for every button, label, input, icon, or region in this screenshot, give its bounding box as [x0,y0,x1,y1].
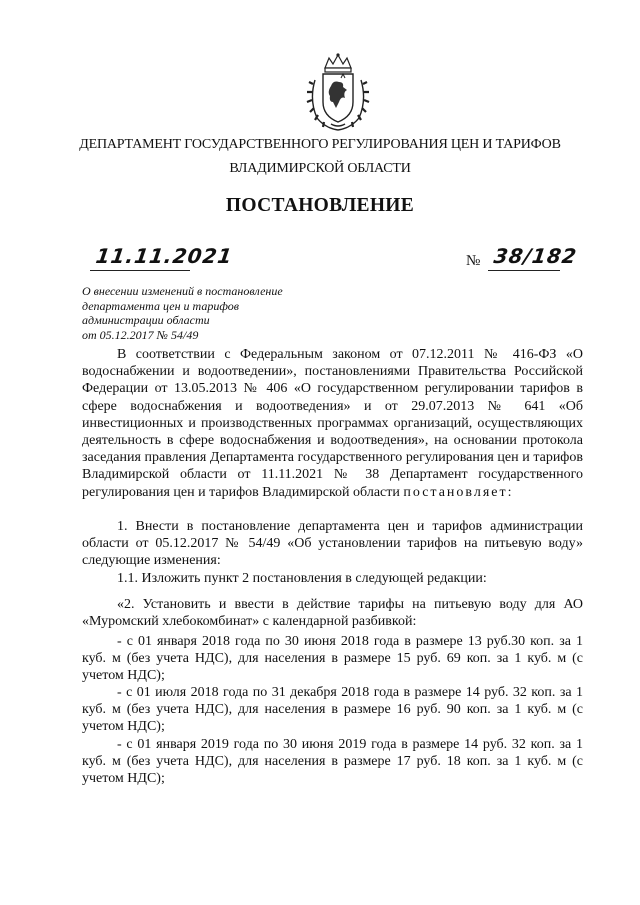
department-name-line1: ДЕПАРТАМЕНТ ГОСУДАРСТВЕННОГО РЕГУЛИРОВАНИЯ ЦЕН И ТАРИФОВ [79,137,561,152]
document-subject [82,284,322,342]
subject-line: от 05.12.2017 № 54/49 [82,327,199,342]
document-number: 38/182 [492,244,579,268]
coat-of-arms-icon [303,52,373,132]
department-name-line2: ВЛАДИМИРСКОЙ ОБЛАСТИ [229,161,411,176]
number-underline [488,270,560,271]
clause-1-paragraph: 1. Внести в постановление департамента цен и тарифов администрации области от 05.12.2017 № 54/49 «Об установлении тарифов на питьевую воду» следующие изменения: [82,519,583,569]
subject-line: О внесении изменений в постановление [82,284,283,298]
clause-1-1-paragraph: 1.1. Изложить пункт 2 постановления в следующей редакции: [117,571,487,586]
tariff-item: - с 01 января 2019 года по 30 июня 2019 года в размере 14 руб. 32 коп. за 1 куб. м (без учета НДС), для населения в размере 17 руб. 18 коп. за 1 куб. м (с учетом НДС); [82,737,583,787]
number-label: № [466,253,481,269]
decree-word: постановляет: [403,484,514,500]
date-underline [90,270,190,271]
preamble-text: В соответствии с Федеральным законом от 07.12.2011 № 416-ФЗ «О водоснабжении и водоотведении», постановлениями Правительства Российской Федерации от 13.05.2013 № 406 «О государственном регулировании тарифов в сфере водоснабжения и водоотведения» и от 29.07.2013 № 641 «Об инвестиционных и производственных программах организаций, осуществляющих деятельность в сфере водоснабжения и водоотведения», на основании протокола заседания правления Департамента государственного регулирования цен и тарифов Владимирской области от 11.11.2021 № 38 Департамент государственного регулирования цен и тарифов Владимирской области [82,347,583,500]
subject-line: департамента цен и тарифов [82,298,239,313]
tariff-item: - с 01 января 2018 года по 30 июня 2018 года в размере 13 руб.30 коп. за 1 куб. м (без учета НДС), для населения в размере 15 руб. 69 коп. за 1 куб. м (с учетом НДС); [82,634,583,684]
clause-2-paragraph: «2. Установить и ввести в действие тарифы на питьевую воду для АО «Муромский хлебокомбинат» с календарной разбивкой: [82,597,583,630]
preamble-paragraph [82,346,583,501]
subject-line: администрации области [82,313,210,327]
tariff-item: - с 01 июля 2018 года по 31 декабря 2018 года в размере 14 руб. 32 коп. за 1 куб. м (без учета НДС), для населения в размере 16 руб. 90 коп. за 1 куб. м (с учетом НДС); [82,685,583,735]
document-type-title: ПОСТАНОВЛЕНИЕ [225,195,415,216]
document-date: 11.11.2021 [94,244,235,268]
